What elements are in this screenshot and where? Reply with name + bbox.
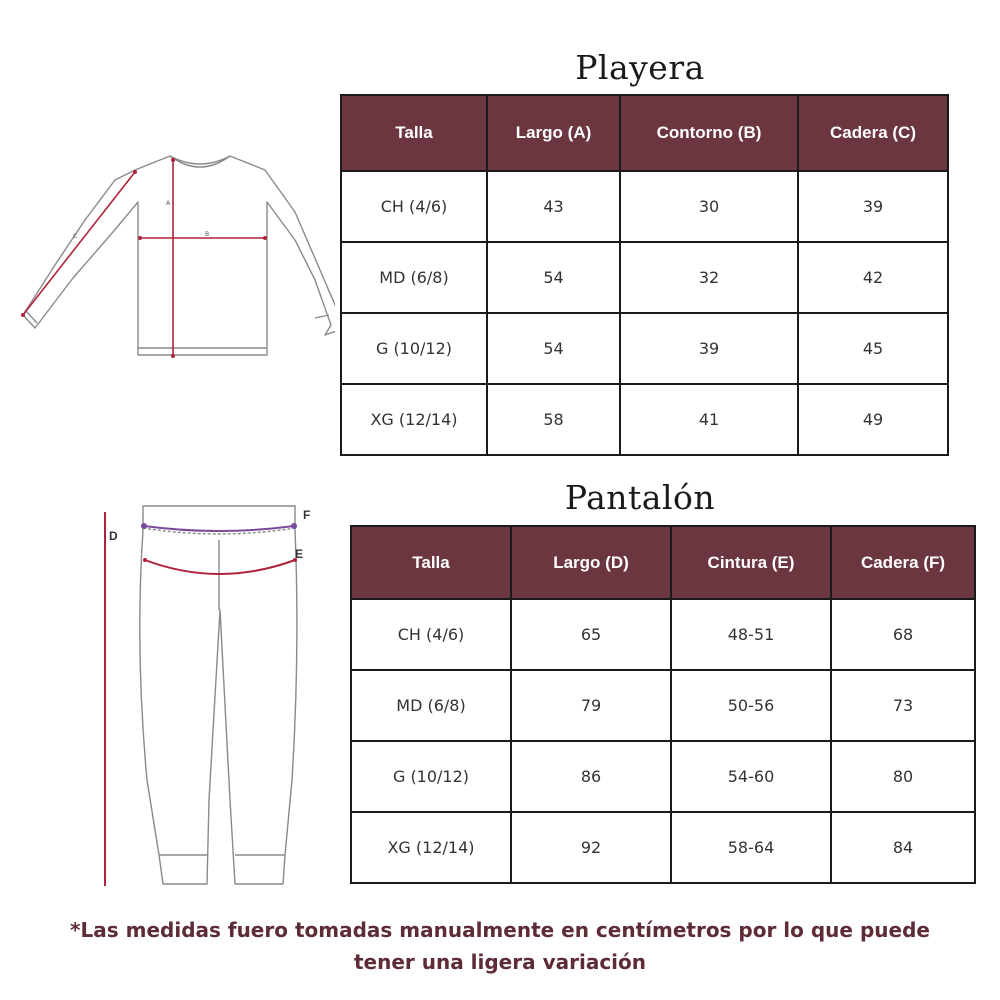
cell-cadera: 39 [798, 171, 948, 242]
table-row [351, 599, 975, 670]
cell-largo: 58 [487, 384, 620, 455]
header-cadera: Cadera (F) [831, 526, 975, 599]
header-talla: Talla [351, 526, 511, 599]
cell-talla: XG (12/14) [351, 812, 511, 883]
cell-largo: 92 [511, 812, 671, 883]
cell-talla: CH (4/6) [351, 599, 511, 670]
pantalon-size-table [350, 525, 976, 884]
cell-cintura: 50-56 [671, 670, 831, 741]
cell-talla: G (10/12) [341, 313, 487, 384]
table-row [351, 812, 975, 883]
shirt-illustration [15, 150, 335, 380]
header-largo: Largo (A) [487, 95, 620, 171]
header-cadera: Cadera (C) [798, 95, 948, 171]
cell-largo: 43 [487, 171, 620, 242]
table-row [351, 670, 975, 741]
cell-cadera: 68 [831, 599, 975, 670]
cell-cintura: 54-60 [671, 741, 831, 812]
cell-largo: 79 [511, 670, 671, 741]
pantalon-title: Pantalón [564, 478, 716, 517]
label-d: D [109, 529, 118, 543]
cell-cadera: 45 [798, 313, 948, 384]
cell-talla: XG (12/14) [341, 384, 487, 455]
cell-largo: 65 [511, 599, 671, 670]
header-cintura: Cintura (E) [671, 526, 831, 599]
cell-cintura: 48-51 [671, 599, 831, 670]
label-e: E [295, 547, 304, 561]
cell-contorno: 41 [620, 384, 798, 455]
measurement-note: *Las medidas fuero tomadas manualmente en centímetros por lo que puede tener una ligera variación [70, 918, 930, 974]
table-row [341, 384, 948, 455]
pants-illustration [95, 500, 320, 895]
header-talla: Talla [341, 95, 487, 171]
table-row [341, 171, 948, 242]
cell-largo: 54 [487, 313, 620, 384]
cell-talla: MD (6/8) [351, 670, 511, 741]
label-a: A [166, 200, 171, 207]
playera-title: Playera [575, 48, 705, 87]
cell-contorno: 32 [620, 242, 798, 313]
cell-cadera: 80 [831, 741, 975, 812]
cell-cadera: 84 [831, 812, 975, 883]
header-largo: Largo (D) [511, 526, 671, 599]
cell-largo: 86 [511, 741, 671, 812]
cell-cintura: 58-64 [671, 812, 831, 883]
header-contorno: Contorno (B) [620, 95, 798, 171]
label-b: B [205, 231, 210, 238]
table-row [341, 242, 948, 313]
playera-size-table [340, 94, 949, 456]
cell-cadera: 73 [831, 670, 975, 741]
label-c: C [73, 233, 78, 240]
cell-cadera: 42 [798, 242, 948, 313]
table-row [341, 313, 948, 384]
table-header-row [341, 95, 948, 171]
cell-talla: MD (6/8) [341, 242, 487, 313]
table-header-row [351, 526, 975, 599]
cell-talla: CH (4/6) [341, 171, 487, 242]
label-f: F [303, 508, 311, 522]
cell-largo: 54 [487, 242, 620, 313]
cell-talla: G (10/12) [351, 741, 511, 812]
cell-contorno: 30 [620, 171, 798, 242]
table-row [351, 741, 975, 812]
cell-contorno: 39 [620, 313, 798, 384]
cell-cadera: 49 [798, 384, 948, 455]
